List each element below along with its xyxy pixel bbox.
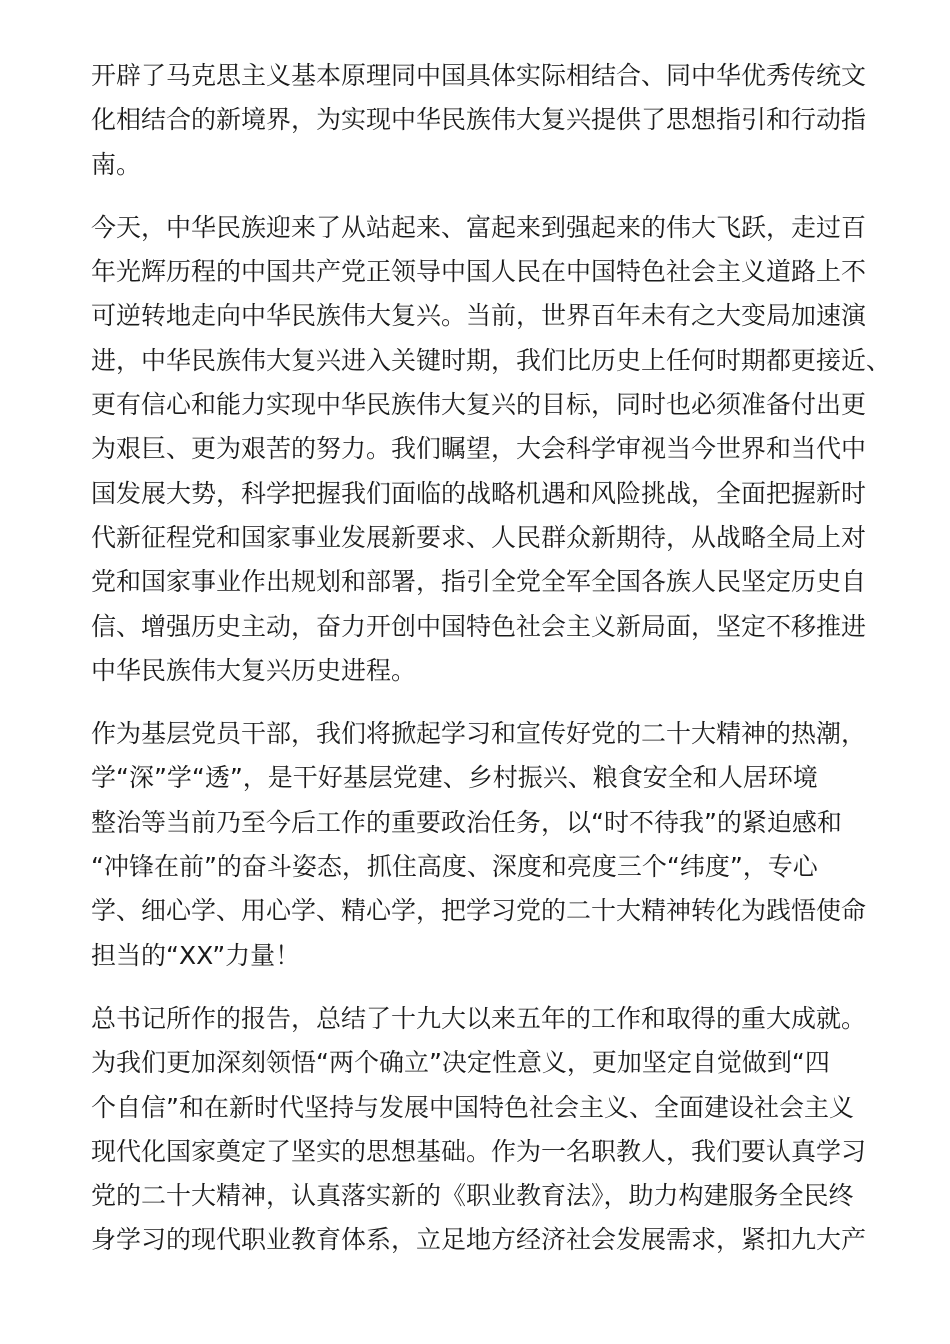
text-line: 可逆转地走向中华民族伟大复兴。当前，世界百年未有之大变局加速演 bbox=[91, 301, 867, 331]
text-line: 信、增强历史主动，奋力开创中国特色社会主义新局面，坚定不移推进 bbox=[91, 611, 867, 641]
paragraph-2 bbox=[91, 206, 891, 693]
text-line: 化相结合的新境界，为实现中华民族伟大复兴提供了思想指引和行动指 bbox=[91, 105, 867, 135]
paragraph-1 bbox=[91, 54, 891, 187]
text-line: 担当的“XX”力量！ bbox=[91, 940, 301, 970]
text-line: 更有信心和能力实现中华民族伟大复兴的目标，同时也必须准备付出更 bbox=[91, 390, 867, 420]
text-line: “冲锋在前”的奋斗姿态，抓住高度、深度和亮度三个“纬度”，专心 bbox=[91, 852, 818, 882]
text-line: 南。 bbox=[91, 149, 142, 179]
text-line: 现代化国家奠定了坚实的思想基础。作为一名职教人，我们要认真学习 bbox=[91, 1136, 867, 1166]
text-line: 总书记所作的报告，总结了十九大以来五年的工作和取得的重大成就。 bbox=[91, 1003, 867, 1033]
text-line: 为我们更加深刻领悟“两个确立”决定性意义，更加坚定自觉做到“四 bbox=[91, 1048, 830, 1078]
text-line: 年光辉历程的中国共产党正领导中国人民在中国特色社会主义道路上不 bbox=[91, 257, 867, 287]
text-line: 整治等当前乃至今后工作的重要政治任务，以“时不待我”的紧迫感和 bbox=[91, 807, 842, 837]
document-body bbox=[91, 54, 891, 1282]
text-line: 个自信”和在新时代坚持与发展中国特色社会主义、全面建设社会主义 bbox=[91, 1092, 854, 1122]
text-line: 中华民族伟大复兴历史进程。 bbox=[91, 655, 417, 685]
paragraph-4 bbox=[91, 997, 891, 1263]
text-line: 开辟了马克思主义基本原理同中国具体实际相结合、同中华优秀传统文 bbox=[91, 61, 867, 90]
paragraph-3 bbox=[91, 712, 891, 978]
text-line: 今天，中华民族迎来了从站起来、富起来到强起来的伟大飞跃，走过百 bbox=[91, 212, 867, 242]
text-line: 国发展大势，科学把握我们面临的战略机遇和风险挑战，全面把握新时 bbox=[91, 478, 867, 508]
text-line: 作为基层党员干部，我们将掀起学习和宣传好党的二十大精神的热潮， bbox=[91, 719, 867, 749]
text-line: 为艰巨、更为艰苦的努力。我们瞩望，大会科学审视当今世界和当代中 bbox=[91, 434, 867, 464]
text-line: 党的二十大精神，认真落实新的《职业教育法》，助力构建服务全民终 bbox=[91, 1181, 854, 1211]
text-line: 学“深”学“透”，是干好基层党建、乡村振兴、粮食安全和人居环境 bbox=[91, 763, 818, 793]
text-line: 党和国家事业作出规划和部署，指引全党全军全国各族人民坚定历史自 bbox=[91, 567, 867, 597]
text-line: 学、细心学、用心学、精心学，把学习党的二十大精神转化为践悟使命 bbox=[91, 896, 867, 926]
text-line: 身学习的现代职业教育体系，立足地方经济社会发展需求，紧扣九大产 bbox=[91, 1225, 867, 1255]
text-line: 进，中华民族伟大复兴进入关键时期，我们比历史上任何时期都更接近、 bbox=[91, 345, 892, 375]
text-line: 代新征程党和国家事业发展新要求、人民群众新期待，从战略全局上对 bbox=[91, 522, 867, 552]
